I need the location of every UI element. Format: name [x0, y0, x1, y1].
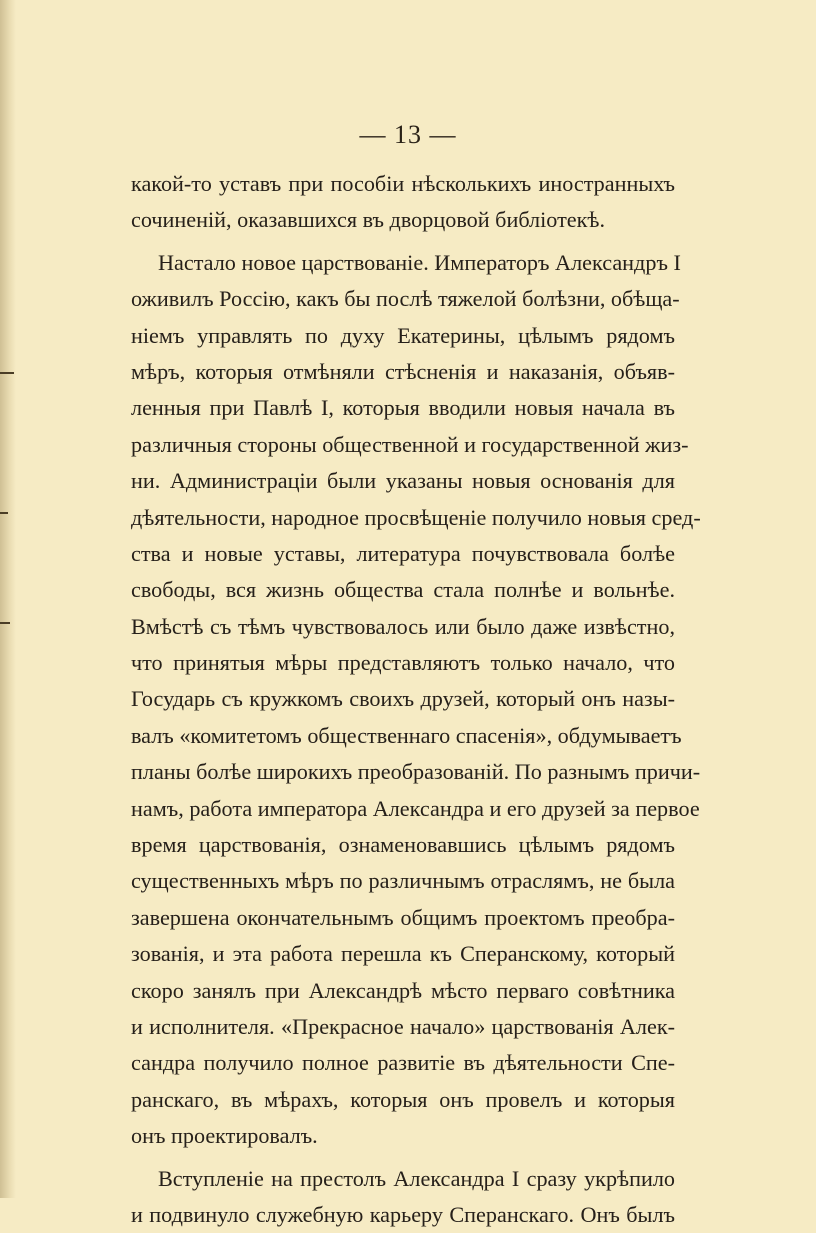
text-line: ства и новые уставы, литература почувствовала болѣе: [131, 540, 675, 566]
edge-mark: [0, 512, 8, 514]
text-line: ни. Администраціи были указаны новыя основанія для: [131, 468, 675, 494]
text-line: что принятыя мѣры представляютъ только начало, что: [131, 650, 675, 676]
text-line: онъ проектировалъ.: [131, 1123, 318, 1149]
text-line: дѣятельности, народное просвѣщеніе получило новыя сред-: [131, 504, 701, 530]
text-line: различныя стороны общественной и государственной жиз-: [131, 431, 689, 457]
text-line: и исполнителя. «Прекрасное начало» царствованія Алек-: [131, 1013, 675, 1039]
text-line: мѣръ, которыя отмѣняли стѣсненія и наказанія, объяв-: [131, 358, 675, 384]
edge-mark: [0, 372, 14, 374]
edge-mark: [0, 622, 10, 624]
text-line: завершена окончательнымъ общимъ проектомъ преобра-: [131, 904, 675, 930]
page-number: — 13 —: [359, 120, 457, 149]
text-line: валъ «комитетомъ общественнаго спасенія», обдумываетъ: [131, 722, 682, 748]
text-line: Вмѣстѣ съ тѣмъ чувствовалось или было даже извѣстно,: [131, 613, 675, 639]
text-line: Настало новое царствованіе. Императоръ Александръ I: [158, 249, 681, 275]
text-line: свободы, вся жизнь общества стала полнѣе и вольнѣе.: [131, 577, 675, 603]
text-line: намъ, работа императора Александра и его друзей за первое: [131, 795, 700, 821]
body-text: [131, 166, 701, 1233]
text-line: зованія, и эта работа перешла къ Сперанскому, который: [131, 941, 675, 967]
text-line: оживилъ Россію, какъ бы послѣ тяжелой болѣзни, обѣща-: [131, 286, 680, 312]
text-line: ленныя при Павлѣ I, которыя вводили новыя начала въ: [131, 395, 675, 421]
text-line: Государь съ кружкомъ своихъ друзей, который онъ назы-: [131, 686, 675, 712]
page-edge-shadow: [0, 0, 16, 1198]
text-line: сандра получило полное развитіе въ дѣятельности Спе-: [131, 1050, 675, 1076]
text-line: сочиненій, оказавшихся въ дворцовой библіотекѣ.: [131, 207, 606, 233]
text-line: ранскаго, въ мѣрахъ, которыя онъ провелъ и которыя: [131, 1086, 675, 1112]
text-line: Вступленіе на престолъ Александра I сразу укрѣпило: [158, 1165, 675, 1191]
text-line: скоро занялъ при Александрѣ мѣсто перваго совѣтника: [131, 977, 675, 1003]
text-line: ніемъ управлять по духу Екатерины, цѣлымъ рядомъ: [131, 322, 675, 348]
text-line: время царствованія, ознаменовавшись цѣлымъ рядомъ: [131, 832, 675, 858]
text-line: существенныхъ мѣръ по различнымъ отраслямъ, не была: [131, 868, 675, 894]
text-line: и подвинуло служебную карьеру Сперанскаго. Онъ былъ: [131, 1201, 675, 1227]
text-line: планы болѣе широкихъ преобразованій. По разнымъ причи-: [131, 759, 701, 785]
text-line: какой-то уставъ при пособіи нѣсколькихъ иностранныхъ: [131, 171, 675, 196]
